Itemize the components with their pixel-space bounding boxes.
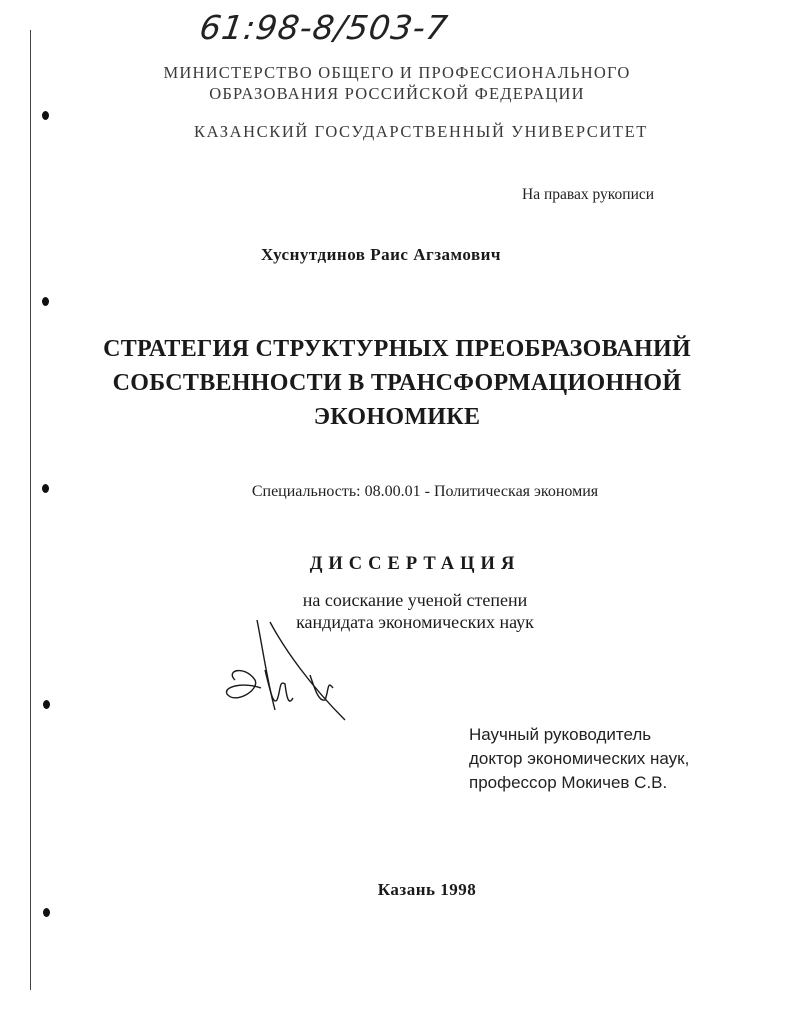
ministry-header	[0, 62, 794, 104]
binding-hole-mark	[42, 111, 49, 120]
archive-number: 61:98-8/503-7	[197, 8, 451, 47]
supervisor-block	[469, 723, 689, 795]
rights-note: На правах рукописи	[522, 186, 655, 203]
ministry-line-2: ОБРАЗОВАНИЯ РОССИЙСКОЙ ФЕДЕРАЦИИ	[209, 84, 585, 103]
degree-line-1: на соискание ученой степени	[302, 590, 528, 610]
supervisor-line-2: доктор экономических наук,	[469, 749, 690, 768]
city-year: Казань 1998	[377, 880, 477, 899]
binding-hole-mark	[43, 700, 50, 709]
degree-line	[18, 589, 794, 633]
author-name: Хуснутдинов Раис Агзамович	[260, 245, 502, 264]
scan-edge-line	[30, 30, 31, 990]
title-line-2: СОБСТВЕННОСТИ В ТРАНСФОРМАЦИОННОЙ	[112, 370, 682, 396]
university-name: КАЗАНСКИЙ ГОСУДАРСТВЕННЫЙ УНИВЕРСИТЕТ	[194, 122, 648, 141]
supervisor-line-3: профессор Мокичев С.В.	[469, 773, 668, 792]
document-type: ДИССЕРТАЦИЯ	[309, 554, 521, 574]
degree-line-2: кандидата экономических наук	[296, 612, 534, 632]
supervisor-line-1: Научный руководитель	[469, 725, 652, 744]
dissertation-title	[0, 332, 794, 434]
title-line-1: СТРАТЕГИЯ СТРУКТУРНЫХ ПРЕОБРАЗОВАНИЙ	[103, 336, 691, 362]
title-line-3: ЭКОНОМИКЕ	[313, 404, 481, 430]
ministry-line-1: МИНИСТЕРСТВО ОБЩЕГО И ПРОФЕССИОНАЛЬНОГО	[163, 63, 631, 82]
author-signature	[215, 610, 365, 730]
binding-hole-mark	[43, 908, 50, 917]
binding-hole-mark	[42, 297, 49, 306]
specialty: Специальность: 08.00.01 - Политическая экономия	[251, 483, 599, 500]
